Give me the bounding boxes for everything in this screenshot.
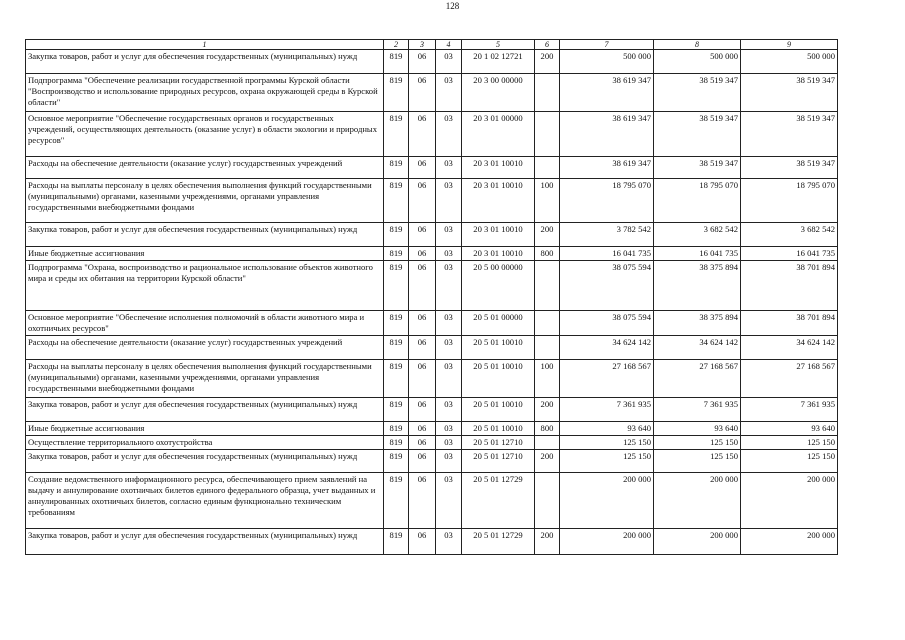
cell-grbs: 819 bbox=[384, 422, 409, 436]
table-row bbox=[26, 261, 838, 311]
column-number-row bbox=[26, 40, 838, 50]
cell-rz: 06 bbox=[409, 50, 436, 74]
cell-grbs: 819 bbox=[384, 74, 409, 112]
col-header: 5 bbox=[462, 40, 535, 50]
cell-name: Создание ведомственного информационного ресурса, обеспечивающего прием заявлений на выдачу и аннулирование охотничьих билетов единого федерального образца, учет выданных и аннулированных охотничьих билетов, согласно единым функционально техническим требованиям bbox=[26, 473, 384, 529]
cell-vr bbox=[535, 473, 560, 529]
cell-y1: 16 041 735 bbox=[560, 247, 654, 261]
col-header: 8 bbox=[654, 40, 741, 50]
cell-rz: 06 bbox=[409, 473, 436, 529]
cell-csr: 20 5 01 10010 bbox=[462, 422, 535, 436]
cell-pr: 03 bbox=[436, 50, 462, 74]
cell-y2: 7 361 935 bbox=[654, 398, 741, 422]
cell-name: Закупка товаров, работ и услуг для обеспечения государственных (муниципальных) нужд bbox=[26, 50, 384, 74]
cell-y3: 500 000 bbox=[741, 50, 838, 74]
cell-y2: 3 682 542 bbox=[654, 223, 741, 247]
cell-y3: 38 519 347 bbox=[741, 74, 838, 112]
table-row bbox=[26, 311, 838, 336]
cell-vr: 100 bbox=[535, 360, 560, 398]
cell-pr: 03 bbox=[436, 261, 462, 311]
cell-y2: 38 519 347 bbox=[654, 112, 741, 157]
table-row bbox=[26, 157, 838, 179]
cell-vr bbox=[535, 74, 560, 112]
cell-y2: 500 000 bbox=[654, 50, 741, 74]
cell-rz: 06 bbox=[409, 247, 436, 261]
cell-csr: 20 5 01 10010 bbox=[462, 336, 535, 360]
table-row bbox=[26, 529, 838, 555]
cell-rz: 06 bbox=[409, 261, 436, 311]
table-row bbox=[26, 112, 838, 157]
col-header: 4 bbox=[436, 40, 462, 50]
cell-csr: 20 5 01 00000 bbox=[462, 311, 535, 336]
cell-vr: 200 bbox=[535, 223, 560, 247]
cell-y3: 27 168 567 bbox=[741, 360, 838, 398]
cell-csr: 20 5 01 12729 bbox=[462, 529, 535, 555]
cell-rz: 06 bbox=[409, 436, 436, 450]
cell-pr: 03 bbox=[436, 436, 462, 450]
cell-grbs: 819 bbox=[384, 450, 409, 473]
cell-csr: 20 5 01 10010 bbox=[462, 398, 535, 422]
cell-csr: 20 3 01 10010 bbox=[462, 223, 535, 247]
cell-grbs: 819 bbox=[384, 223, 409, 247]
col-header: 3 bbox=[409, 40, 436, 50]
cell-rz: 06 bbox=[409, 179, 436, 223]
cell-y1: 7 361 935 bbox=[560, 398, 654, 422]
cell-vr bbox=[535, 157, 560, 179]
cell-csr: 20 3 00 00000 bbox=[462, 74, 535, 112]
table-row bbox=[26, 398, 838, 422]
cell-name: Расходы на выплаты персоналу в целях обеспечения выполнения функций государственными (муниципальными) органами, казенными учреждениями, органами управления государственными внебюджетными фондами bbox=[26, 179, 384, 223]
cell-y1: 18 795 070 bbox=[560, 179, 654, 223]
cell-rz: 06 bbox=[409, 157, 436, 179]
cell-vr bbox=[535, 311, 560, 336]
cell-csr: 20 3 01 10010 bbox=[462, 247, 535, 261]
cell-csr: 20 5 01 12710 bbox=[462, 436, 535, 450]
cell-y2: 93 640 bbox=[654, 422, 741, 436]
cell-pr: 03 bbox=[436, 112, 462, 157]
cell-name: Закупка товаров, работ и услуг для обеспечения государственных (муниципальных) нужд bbox=[26, 529, 384, 555]
table-row bbox=[26, 436, 838, 450]
cell-name: Расходы на обеспечение деятельности (оказание услуг) государственных учреждений bbox=[26, 157, 384, 179]
table-row bbox=[26, 360, 838, 398]
cell-pr: 03 bbox=[436, 247, 462, 261]
cell-y1: 38 619 347 bbox=[560, 112, 654, 157]
cell-grbs: 819 bbox=[384, 157, 409, 179]
cell-name: Подпрограмма "Охрана, воспроизводство и рациональное использование объектов животного мира и среды их обитания на территории Курской области" bbox=[26, 261, 384, 311]
cell-y2: 38 519 347 bbox=[654, 74, 741, 112]
cell-y2: 125 150 bbox=[654, 436, 741, 450]
cell-y2: 16 041 735 bbox=[654, 247, 741, 261]
cell-grbs: 819 bbox=[384, 247, 409, 261]
cell-y1: 200 000 bbox=[560, 473, 654, 529]
cell-csr: 20 1 02 12721 bbox=[462, 50, 535, 74]
cell-rz: 06 bbox=[409, 398, 436, 422]
cell-y3: 34 624 142 bbox=[741, 336, 838, 360]
cell-y3: 200 000 bbox=[741, 529, 838, 555]
col-header: 9 bbox=[741, 40, 838, 50]
col-header: 6 bbox=[535, 40, 560, 50]
table-row bbox=[26, 50, 838, 74]
cell-csr: 20 5 01 12729 bbox=[462, 473, 535, 529]
cell-pr: 03 bbox=[436, 311, 462, 336]
cell-y3: 38 701 894 bbox=[741, 311, 838, 336]
cell-grbs: 819 bbox=[384, 436, 409, 450]
cell-vr bbox=[535, 436, 560, 450]
cell-y1: 200 000 bbox=[560, 529, 654, 555]
cell-csr: 20 3 01 10010 bbox=[462, 179, 535, 223]
col-header: 7 bbox=[560, 40, 654, 50]
cell-rz: 06 bbox=[409, 311, 436, 336]
cell-name: Осуществление территориального охотустройства bbox=[26, 436, 384, 450]
cell-name: Закупка товаров, работ и услуг для обеспечения государственных (муниципальных) нужд bbox=[26, 223, 384, 247]
cell-pr: 03 bbox=[436, 422, 462, 436]
cell-vr: 200 bbox=[535, 398, 560, 422]
cell-y2: 38 375 894 bbox=[654, 311, 741, 336]
cell-grbs: 819 bbox=[384, 336, 409, 360]
table-row bbox=[26, 336, 838, 360]
cell-name: Расходы на выплаты персоналу в целях обеспечения выполнения функций государственными (муниципальными) органами, казенными учреждениями, органами управления государственными внебюджетными фондами bbox=[26, 360, 384, 398]
cell-rz: 06 bbox=[409, 529, 436, 555]
cell-rz: 06 bbox=[409, 223, 436, 247]
cell-y1: 27 168 567 bbox=[560, 360, 654, 398]
cell-name: Иные бюджетные ассигнования bbox=[26, 247, 384, 261]
cell-y3: 125 150 bbox=[741, 436, 838, 450]
cell-vr: 800 bbox=[535, 247, 560, 261]
cell-vr: 800 bbox=[535, 422, 560, 436]
cell-name: Закупка товаров, работ и услуг для обеспечения государственных (муниципальных) нужд bbox=[26, 398, 384, 422]
page-number: 128 bbox=[445, 1, 460, 11]
cell-csr: 20 5 01 12710 bbox=[462, 450, 535, 473]
cell-grbs: 819 bbox=[384, 398, 409, 422]
cell-pr: 03 bbox=[436, 473, 462, 529]
cell-grbs: 819 bbox=[384, 261, 409, 311]
cell-rz: 06 bbox=[409, 112, 436, 157]
cell-pr: 03 bbox=[436, 74, 462, 112]
cell-name: Основное мероприятие "Обеспечение исполнения полномочий в области животного мира и охотничьих ресурсов" bbox=[26, 311, 384, 336]
cell-grbs: 819 bbox=[384, 529, 409, 555]
cell-rz: 06 bbox=[409, 422, 436, 436]
cell-y3: 38 519 347 bbox=[741, 157, 838, 179]
cell-y1: 38 619 347 bbox=[560, 157, 654, 179]
cell-y3: 16 041 735 bbox=[741, 247, 838, 261]
cell-y3: 93 640 bbox=[741, 422, 838, 436]
cell-csr: 20 3 01 00000 bbox=[462, 112, 535, 157]
cell-y2: 34 624 142 bbox=[654, 336, 741, 360]
cell-y2: 27 168 567 bbox=[654, 360, 741, 398]
cell-grbs: 819 bbox=[384, 473, 409, 529]
cell-vr bbox=[535, 336, 560, 360]
cell-csr: 20 3 01 10010 bbox=[462, 157, 535, 179]
cell-pr: 03 bbox=[436, 450, 462, 473]
cell-y2: 38 519 347 bbox=[654, 157, 741, 179]
cell-rz: 06 bbox=[409, 450, 436, 473]
cell-y3: 125 150 bbox=[741, 450, 838, 473]
cell-name: Иные бюджетные ассигнования bbox=[26, 422, 384, 436]
cell-y3: 200 000 bbox=[741, 473, 838, 529]
cell-vr: 200 bbox=[535, 529, 560, 555]
cell-grbs: 819 bbox=[384, 179, 409, 223]
cell-y2: 125 150 bbox=[654, 450, 741, 473]
cell-name: Основное мероприятие "Обеспечение государственных органов и государственных учреждений, осуществляющих деятельность (оказание услуг) в области экологии и природных ресурсов" bbox=[26, 112, 384, 157]
cell-y1: 93 640 bbox=[560, 422, 654, 436]
cell-name: Расходы на обеспечение деятельности (оказание услуг) государственных учреждений bbox=[26, 336, 384, 360]
cell-y1: 38 075 594 bbox=[560, 261, 654, 311]
cell-y1: 125 150 bbox=[560, 450, 654, 473]
cell-pr: 03 bbox=[436, 157, 462, 179]
cell-y3: 7 361 935 bbox=[741, 398, 838, 422]
budget-table bbox=[25, 39, 838, 555]
cell-name: Подпрограмма "Обеспечение реализации государственной программы Курской области "Воспроизводство и использование природных ресурсов, охрана окружающей среды в Курской области" bbox=[26, 74, 384, 112]
cell-vr: 200 bbox=[535, 50, 560, 74]
table-row bbox=[26, 179, 838, 223]
cell-rz: 06 bbox=[409, 360, 436, 398]
cell-pr: 03 bbox=[436, 223, 462, 247]
cell-vr bbox=[535, 112, 560, 157]
cell-pr: 03 bbox=[436, 336, 462, 360]
cell-y3: 38 701 894 bbox=[741, 261, 838, 311]
cell-pr: 03 bbox=[436, 398, 462, 422]
cell-y2: 18 795 070 bbox=[654, 179, 741, 223]
col-header: 1 bbox=[26, 40, 384, 50]
cell-y1: 500 000 bbox=[560, 50, 654, 74]
table-row bbox=[26, 223, 838, 247]
table-row bbox=[26, 74, 838, 112]
cell-grbs: 819 bbox=[384, 360, 409, 398]
cell-csr: 20 5 01 10010 bbox=[462, 360, 535, 398]
cell-csr: 20 5 00 00000 bbox=[462, 261, 535, 311]
cell-y1: 125 150 bbox=[560, 436, 654, 450]
cell-vr: 200 bbox=[535, 450, 560, 473]
cell-pr: 03 bbox=[436, 360, 462, 398]
cell-rz: 06 bbox=[409, 336, 436, 360]
cell-vr: 100 bbox=[535, 179, 560, 223]
cell-y2: 38 375 894 bbox=[654, 261, 741, 311]
cell-y2: 200 000 bbox=[654, 473, 741, 529]
cell-rz: 06 bbox=[409, 74, 436, 112]
cell-name: Закупка товаров, работ и услуг для обеспечения государственных (муниципальных) нужд bbox=[26, 450, 384, 473]
table-row bbox=[26, 422, 838, 436]
cell-y3: 38 519 347 bbox=[741, 112, 838, 157]
cell-y1: 38 075 594 bbox=[560, 311, 654, 336]
cell-pr: 03 bbox=[436, 529, 462, 555]
cell-vr bbox=[535, 261, 560, 311]
cell-grbs: 819 bbox=[384, 311, 409, 336]
cell-y1: 34 624 142 bbox=[560, 336, 654, 360]
table-row bbox=[26, 247, 838, 261]
cell-pr: 03 bbox=[436, 179, 462, 223]
cell-y2: 200 000 bbox=[654, 529, 741, 555]
cell-y3: 18 795 070 bbox=[741, 179, 838, 223]
table-row bbox=[26, 450, 838, 473]
cell-grbs: 819 bbox=[384, 112, 409, 157]
cell-y3: 3 682 542 bbox=[741, 223, 838, 247]
cell-y1: 38 619 347 bbox=[560, 74, 654, 112]
cell-grbs: 819 bbox=[384, 50, 409, 74]
col-header: 2 bbox=[384, 40, 409, 50]
table-row bbox=[26, 473, 838, 529]
cell-y1: 3 782 542 bbox=[560, 223, 654, 247]
